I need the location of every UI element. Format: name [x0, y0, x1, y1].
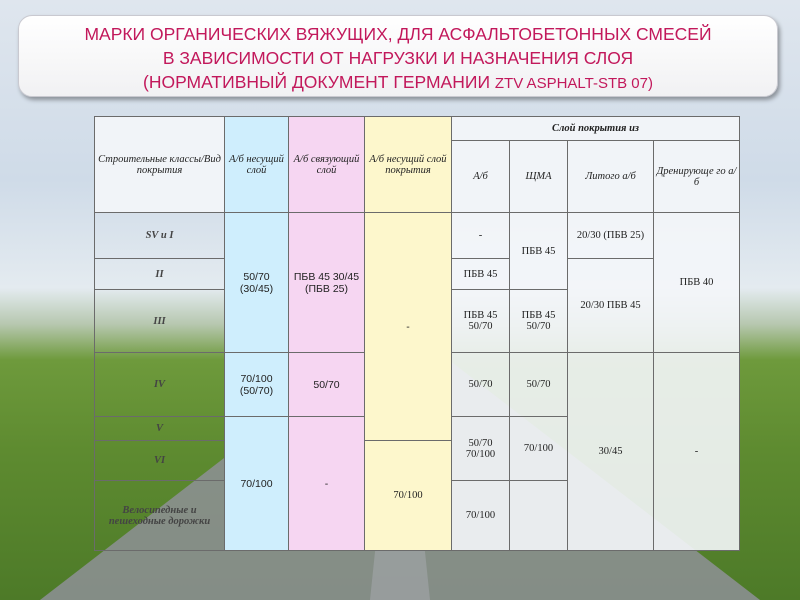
cell-sma-r4: 50/70: [510, 353, 568, 417]
cell-bearing-surface-top: -: [365, 213, 452, 441]
header-cast-asphalt: Литого а/б: [568, 141, 654, 213]
cell-binder-r4: 50/70: [289, 353, 365, 417]
cell-cast-r4-r7: 30/45: [568, 353, 654, 551]
header-drainage-asphalt: Дренирующе го а/б: [654, 141, 740, 213]
row-label-bicycle-pedestrian: Велосипедные и пешеходные дорожки: [95, 481, 225, 551]
header-bearing-surface-layer: А/б несущий слой покрытия: [365, 117, 452, 213]
cell-bearing-r5-r7: 70/100: [225, 417, 289, 551]
cell-ab-r4: 50/70: [452, 353, 510, 417]
title-line-3-main: (НОРМАТИВНЫЙ ДОКУМЕНТ ГЕРМАНИИ: [143, 72, 495, 92]
cell-drain-r1-r3: ПБВ 40: [654, 213, 740, 353]
title-line-2: В ЗАВИСИМОСТИ ОТ НАГРУЗКИ И НАЗНАЧЕНИЯ СЛОЯ: [162, 48, 634, 68]
header-sma: ЩМА: [510, 141, 568, 213]
cell-sma-r1-r2: ПБВ 45: [510, 213, 568, 290]
header-binder-layer: А/б связующий слой: [289, 117, 365, 213]
cell-sma-r3: ПБВ 45 50/70: [510, 290, 568, 353]
cell-bearing-top: 50/70 (30/45): [225, 213, 289, 353]
cell-ab-r2: ПБВ 45: [452, 259, 510, 290]
title-line-1: МАРКИ ОРГАНИЧЕСКИХ ВЯЖУЩИХ, ДЛЯ АСФАЛЬТОБЕТОННЫХ СМЕСЕЙ: [84, 24, 712, 44]
header-bearing-layer: А/б несущий слой: [225, 117, 289, 213]
cell-ab-r3: ПБВ 45 50/70: [452, 290, 510, 353]
cell-bearing-r4: 70/100 (50/70): [225, 353, 289, 417]
cell-bearing-surface-r6-r7: 70/100: [365, 441, 452, 551]
cell-sma-r7-empty: [510, 481, 568, 551]
row-label-iv: IV: [95, 353, 225, 417]
row-label-ii: II: [95, 259, 225, 290]
cell-cast-r2-r3: 20/30 ПБВ 45: [568, 259, 654, 353]
cell-ab-r7: 70/100: [452, 481, 510, 551]
title-line-3: [19, 70, 777, 96]
row-label-v: V: [95, 417, 225, 441]
header-asphalt: А/б: [452, 141, 510, 213]
cell-cast-r1: 20/30 (ПБВ 25): [568, 213, 654, 259]
row-label-vi: VI: [95, 441, 225, 481]
title-document-code: ZTV ASPHALT-STB 07): [494, 75, 653, 92]
header-classes: Строительные классы/Вид покрытия: [95, 117, 225, 213]
row-label-sv-i: SV и I: [95, 213, 225, 259]
row-label-iii: III: [95, 290, 225, 353]
cell-binder-r5-r7: -: [289, 417, 365, 551]
title-banner: [18, 15, 778, 97]
cell-sma-r5-r6: 70/100: [510, 417, 568, 481]
cell-ab-r1: -: [452, 213, 510, 259]
cell-drain-r4-r7: -: [654, 353, 740, 551]
cell-binder-top: ПБВ 45 30/45 (ПБВ 25): [289, 213, 365, 353]
bitumen-grades-table: [94, 116, 740, 551]
header-surface-group: Слой покрытия из: [452, 117, 740, 141]
cell-ab-r5-r6: 50/70 70/100: [452, 417, 510, 481]
